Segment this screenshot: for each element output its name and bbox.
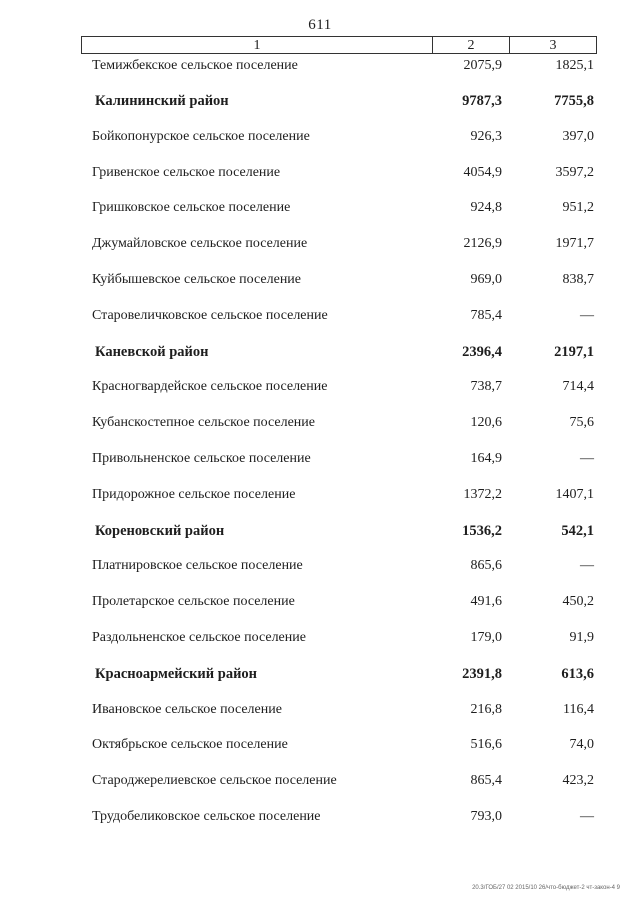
row-value-col2: 738,7 [470, 379, 502, 395]
row-value-col3: 1971,7 [555, 236, 594, 252]
table-row [0, 737, 640, 757]
table-row [0, 344, 640, 364]
row-value-col2: 2126,9 [463, 236, 502, 252]
row-value-col3: 397,0 [562, 128, 594, 144]
row-value-col3: 542,1 [561, 522, 594, 539]
row-value-col3: 91,9 [569, 630, 594, 645]
row-value-col2: 216,8 [470, 701, 502, 717]
row-name: Трудобеликовское сельское поселение [92, 809, 321, 824]
row-value-col3: 75,6 [569, 415, 594, 431]
row-value-col2: 164,9 [470, 451, 502, 466]
row-name: Красноармейский район [95, 665, 258, 682]
row-value-col3: 3597,2 [555, 164, 594, 180]
row-name: Староджерелиевское сельское поселение [92, 773, 337, 789]
table-row [0, 451, 640, 471]
row-value-col3: 2197,1 [554, 343, 594, 360]
row-value-col3: 7755,8 [554, 93, 594, 109]
row-value-col2: 969,0 [470, 272, 502, 287]
row-name: Привольненское сельское поселение [92, 451, 311, 466]
table-header [81, 36, 597, 54]
row-value-col2: 2391,8 [462, 665, 502, 682]
row-name: Куйбышевское сельское поселение [92, 272, 302, 287]
header-col-1: 1 [82, 37, 433, 53]
row-name: Гривенское сельское поселение [92, 164, 281, 180]
table-row [0, 93, 640, 113]
row-name: Джумайловское сельское поселение [92, 236, 308, 252]
row-value-col2: 1536,2 [462, 522, 502, 539]
row-value-col3: — [580, 307, 594, 323]
row-value-col2: 2075,9 [463, 58, 502, 73]
row-name: Октябрьское сельское поселение [92, 737, 288, 753]
row-value-col3: 838,7 [562, 272, 594, 287]
row-value-col2: 120,6 [470, 415, 502, 431]
row-value-col2: 1372,2 [463, 486, 502, 502]
table-row [0, 379, 640, 399]
row-name: Гришковское сельское поселение [92, 200, 291, 216]
row-value-col2: 4054,9 [463, 164, 502, 180]
row-value-col3: — [580, 558, 594, 574]
table-row [0, 487, 640, 507]
header-col-3: 3 [549, 38, 557, 53]
table-row [0, 58, 640, 78]
table-row [0, 809, 640, 829]
row-name: Темижбекское сельское поселение [92, 58, 298, 73]
row-value-col3: 450,2 [562, 594, 594, 610]
table-row [0, 558, 640, 578]
table-row [0, 129, 640, 149]
row-value-col2: 2396,4 [462, 343, 502, 360]
row-name: Пролетарское сельское поселение [92, 594, 295, 610]
row-name: Придорожное сельское поселение [92, 486, 296, 502]
row-value-col3: 613,6 [561, 665, 594, 682]
header-col-2: 2 [433, 37, 510, 53]
row-value-col3: 714,4 [562, 379, 594, 395]
row-value-col2: 179,0 [470, 630, 502, 645]
row-name: Калининский район [95, 93, 229, 109]
row-value-col3: 116,4 [563, 701, 594, 717]
footer-code: 20.3/ГОБ/27 02 2015/10 26/что-бюджет-2 чт-закон-4 9 [472, 885, 620, 891]
table-row [0, 523, 640, 543]
row-name: Раздольненское сельское поселение [92, 630, 306, 645]
page-number: 611 [308, 17, 332, 33]
table-row [0, 773, 640, 793]
table-row [0, 236, 640, 256]
row-value-col3: — [580, 809, 594, 824]
row-value-col2: 926,3 [470, 128, 502, 144]
table-row [0, 308, 640, 328]
row-name: Ивановское сельское поселение [92, 701, 282, 717]
row-name: Красногвардейское сельское поселение [92, 379, 328, 395]
table-row [0, 200, 640, 220]
table-row [0, 165, 640, 185]
table-row [0, 415, 640, 435]
table-row [0, 630, 640, 650]
row-value-col2: 793,0 [470, 809, 502, 824]
table-row [0, 666, 640, 686]
row-value-col2: 865,4 [470, 773, 502, 789]
table-row [0, 702, 640, 722]
row-name: Кубанскостепное сельское поселение [92, 415, 315, 431]
row-name: Каневской район [95, 343, 209, 360]
row-value-col3: 1825,1 [555, 58, 594, 73]
row-value-col3: — [580, 451, 594, 466]
row-name: Платнировское сельское поселение [92, 558, 303, 574]
row-value-col2: 924,8 [470, 200, 502, 216]
row-value-col2: 9787,3 [462, 93, 502, 109]
table-row [0, 272, 640, 292]
row-value-col2: 491,6 [470, 594, 502, 610]
row-value-col3: 423,2 [562, 773, 594, 789]
row-value-col3: 1407,1 [555, 486, 594, 502]
table-row [0, 594, 640, 614]
row-value-col3: 951,2 [562, 200, 594, 216]
row-name: Старовеличковское сельское поселение [92, 307, 328, 323]
row-value-col2: 785,4 [470, 307, 502, 323]
row-value-col3: 74,0 [569, 737, 594, 753]
row-value-col2: 865,6 [470, 558, 502, 574]
row-name: Бойкопонурское сельское поселение [92, 128, 310, 144]
row-value-col2: 516,6 [470, 737, 502, 753]
row-name: Кореновский район [95, 522, 225, 539]
